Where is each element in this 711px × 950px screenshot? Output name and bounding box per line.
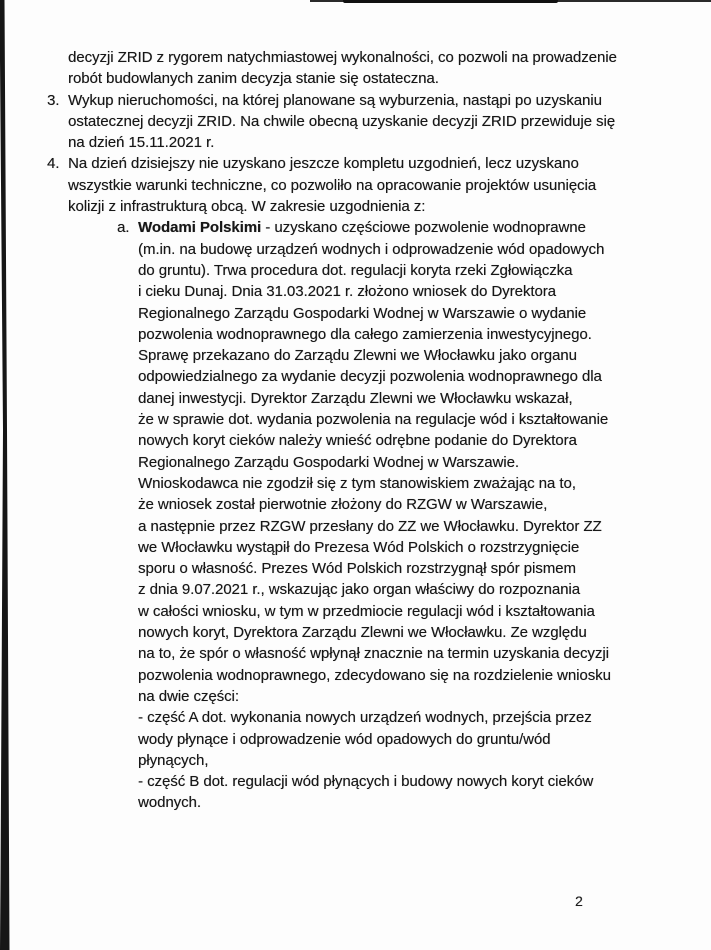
text-line: kolizji z infrastrukturą obcą. W zakresie uzgodnienia z: xyxy=(68,198,426,216)
text-line: Na dzień dzisiejszy nie uzyskano jeszcze kompletu uzgodnień, lecz uzyskano xyxy=(68,155,579,173)
text-line: na dwie części: xyxy=(138,687,239,705)
list-item-4 xyxy=(0,153,711,217)
text-line: z dnia 9.07.2021 r., wskazując jako organ właściwy do rozpoznania xyxy=(138,581,581,599)
text-line: sporu o własność. Prezes Wód Polskich rozstrzygnął spór pismem xyxy=(138,560,576,578)
text-line: nowych koryt, Dyrektora Zarządu Zlewni we Włocławku. Ze względu xyxy=(138,624,587,642)
text-line: wodnych. xyxy=(138,794,201,812)
list-marker: 4. xyxy=(47,155,60,173)
scan-edge-artifact-top-thick xyxy=(343,0,558,3)
text-line: Regionalnego Zarządu Gospodarki Wodnej w Warszawie o wydanie xyxy=(138,304,587,322)
text-line: płynących, xyxy=(138,751,209,769)
text-line: Wodami Polskimi - uzyskano częściowe pozwolenie wodnoprawne xyxy=(138,219,586,237)
text-line: pozwolenia wodnoprawnego, zdecydowano się na rozdzielenie wniosku xyxy=(138,666,611,684)
text-line: na to, że spór o własność wpłynął znacznie na termin uzyskania decyzji xyxy=(138,645,609,663)
text-line: i cieku Dunaj. Dnia 31.03.2021 r. złożono wniosek do Dyrektora xyxy=(138,283,556,301)
text-line: - część B dot. regulacji wód płynących i budowy nowych koryt cieków xyxy=(138,773,594,791)
text-line: w całości wniosku, w tym w przedmiocie regulacji wód i kształtowania xyxy=(138,602,595,620)
text-line: we Włocławku wystąpił do Prezesa Wód Polskich o rozstrzygnięcie xyxy=(138,538,580,556)
text-line: Wykup nieruchomości, na której planowane są wyburzenia, nastąpi po uzyskaniu xyxy=(68,91,602,109)
text-line: a następnie przez RZGW przesłany do ZZ we Włocławku. Dyrektor ZZ xyxy=(138,517,602,535)
text-line: wody płynące i odprowadzenie wód opadowych do gruntu/wód xyxy=(138,730,551,748)
text-line: decyzji ZRID z rygorem natychmiastowej wykonalności, co pozwoli na prowadzenie xyxy=(68,49,617,66)
document-body xyxy=(0,47,711,814)
list-item-a xyxy=(0,217,711,813)
text-line: że w sprawie dot. wydania pozwolenia na regulacje wód i kształtowanie xyxy=(138,411,609,429)
text-line: do gruntu). Trwa procedura dot. regulacji koryta rzeki Zgłowiączka xyxy=(138,261,573,279)
list-marker: 3. xyxy=(47,91,60,109)
text-line: Wnioskodawca nie zgodził się z tym stanowiskiem zważając na to, xyxy=(138,474,576,492)
text-line: (m.in. na budowę urządzeń wodnych i odprowadzenie wód opadowych xyxy=(138,240,605,258)
list-item-3 xyxy=(0,90,711,154)
text-line: wszystkie warunki techniczne, co pozwoliło na opracowanie projektów usunięcia xyxy=(68,176,597,194)
page-number: 2 xyxy=(575,893,583,909)
text-line: ostatecznej decyzji ZRID. Na chwile obecną uzyskanie decyzji ZRID przewiduje się xyxy=(68,112,616,130)
text-line: nowych koryt cieków należy wnieść odrębne podanie do Dyrektora xyxy=(138,432,577,450)
text-line: na dzień 15.11.2021 r. xyxy=(68,134,215,152)
text-line: Sprawę przekazano do Zarządu Zlewni we Włocławku jako organu xyxy=(138,347,577,365)
paragraph-continuation xyxy=(0,47,711,90)
list-marker: a. xyxy=(117,219,130,237)
bold-lead-text: Wodami Polskimi xyxy=(138,219,262,237)
text-line: - część A dot. wykonania nowych urządzeń wodnych, przejścia przez xyxy=(138,709,592,727)
text-line: danej inwestycji. Dyrektor Zarządu Zlewni we Włocławku wskazał, xyxy=(138,389,573,407)
text-line: Regionalnego Zarządu Gospodarki Wodnej w Warszawie. xyxy=(138,453,519,471)
text-line: pozwolenia wodnoprawnego dla całego zamierzenia inwestycyjnego. xyxy=(138,325,592,343)
text-line: odpowiedzialnego za wydanie decyzji pozwolenia wodnoprawnego dla xyxy=(138,368,602,386)
text-line: robót budowlanych zanim decyzja stanie się ostateczna. xyxy=(68,70,439,88)
text-line: że wniosek został pierwotnie złożony do RZGW w Warszawie, xyxy=(138,496,548,514)
